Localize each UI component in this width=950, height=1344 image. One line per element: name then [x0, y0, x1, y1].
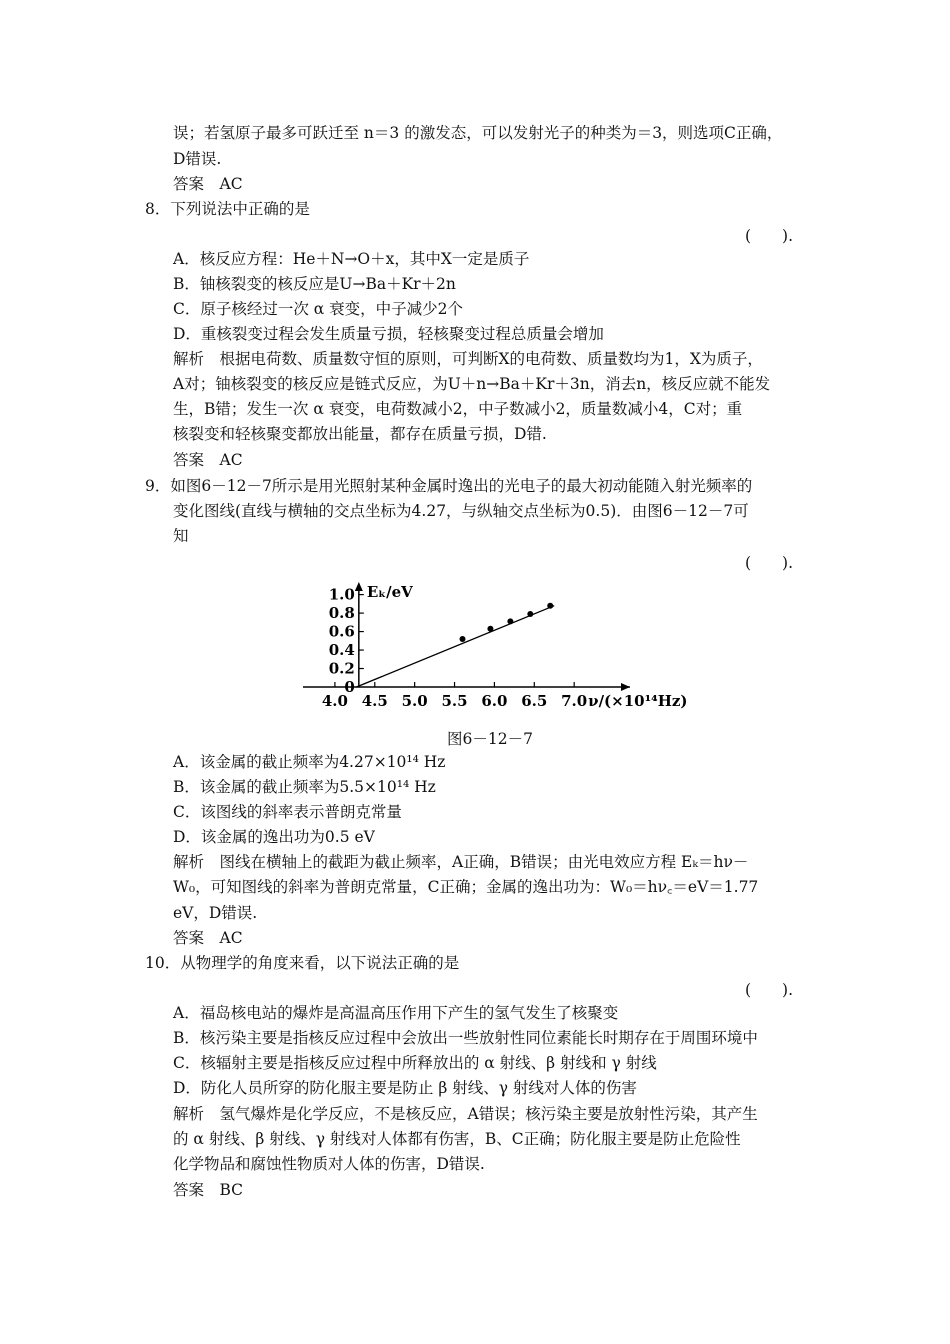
x-tick-label: 6.0	[481, 692, 508, 710]
y-tick-label: 0.2	[328, 659, 355, 678]
analysis-line: 生，B错；发生一次 α 衰变，电荷数减小2，中子数减小2，质量数减小4，C对；重	[173, 400, 743, 418]
data-point	[460, 636, 466, 642]
question-8-stem: 8．下列说法中正确的是	[145, 200, 310, 218]
y-tick-label: 0.4	[328, 641, 355, 660]
option-c: C．该图线的斜率表示普朗克常量	[173, 803, 402, 821]
option-a: A．福岛核电站的爆炸是高温高压作用下产生的氢气发生了核聚变	[173, 1004, 619, 1022]
answer-line: 答案 AC	[173, 451, 243, 469]
analysis-line: eV，D错误.	[173, 904, 258, 922]
analysis-line: 解析 氢气爆炸是化学反应，不是核反应，A错误；核污染主要是放射性污染，其产生	[173, 1105, 758, 1123]
y-axis-label: Eₖ/eV	[366, 583, 413, 601]
answer-line: 答案 BC	[173, 1181, 244, 1199]
option-a: A．该金属的截止频率为4.27×10¹⁴ Hz	[173, 753, 446, 771]
data-point	[547, 603, 553, 609]
option-b: B．铀核裂变的核反应是U→Ba＋Kr＋2n	[173, 275, 456, 293]
x-tick-label: 5.0	[401, 692, 428, 710]
analysis-line: 核裂变和轻核聚变都放出能量，都存在质量亏损，D错.	[173, 425, 547, 443]
x-tick-label: 4.0	[321, 692, 348, 710]
analysis-line: 的 α 射线、β 射线、γ 射线对人体都有伤害，B、C正确；防化服主要是防止危险性	[173, 1130, 741, 1148]
question-10-stem: 10．从物理学的角度来看，以下说法正确的是	[145, 954, 460, 972]
option-c: C．原子核经过一次 α 衰变，中子减少2个	[173, 300, 464, 318]
x-axis-label: ν/(×10¹⁴Hz)	[588, 692, 688, 710]
y-tick-label: 0	[344, 678, 355, 696]
option-d: D．该金属的逸出功为0.5 eV	[173, 828, 375, 846]
question-9-stem: 知	[173, 527, 189, 545]
analysis-line: A对；铀核裂变的核反应是链式反应，为U＋n→Ba＋Kr＋3n，消去n，核反应就不能发	[173, 375, 771, 393]
option-d: D．防化人员所穿的防化服主要是防止 β 射线、γ 射线对人体的伤害	[173, 1079, 637, 1097]
ek-frequency-chart	[0, 580, 950, 720]
chart-plot	[356, 603, 554, 687]
data-point	[487, 626, 493, 632]
answer-paren: ( ).	[745, 981, 794, 999]
y-tick-label: 0.8	[328, 604, 355, 623]
answer-paren: ( ).	[745, 554, 794, 572]
option-b: B．核污染主要是指核反应过程中会放出一些放射性同位素能长时期存在于周围环境中	[173, 1029, 758, 1047]
x-tick-label: 5.5	[441, 692, 468, 710]
question-9-stem: 9．如图6－12－7所示是用光照射某种金属时逸出的光电子的最大初动能随入射光频率的	[145, 477, 753, 495]
fit-line	[356, 606, 554, 687]
option-d: D．重核裂变过程会发生质量亏损，轻核聚变过程总质量会增加	[173, 325, 604, 343]
chart-labels	[322, 583, 688, 710]
option-a: A．核反应方程：He＋N→O＋x，其中X一定是质子	[173, 250, 530, 268]
y-axis-arrow	[355, 582, 363, 591]
data-point	[507, 618, 513, 624]
option-b: B．该金属的截止频率为5.5×10¹⁴ Hz	[173, 778, 436, 796]
x-tick-label: 6.5	[521, 692, 548, 710]
answer-line: 答案 AC	[173, 929, 243, 947]
y-tick-label: 1.0	[328, 585, 355, 604]
analysis-line: 化学物品和腐蚀性物质对人体的伤害，D错误.	[173, 1155, 485, 1173]
y-tick-label: 0.6	[328, 622, 355, 641]
x-axis-arrow	[621, 683, 630, 691]
chart-ticks	[335, 595, 574, 687]
answer-paren: ( ).	[745, 227, 794, 245]
analysis-line: 解析 图线在横轴上的截距为截止频率，A正确，B错误；由光电效应方程 Eₖ＝hν－	[173, 853, 749, 871]
text-line: D错误.	[173, 150, 222, 168]
answer-line: 答案 AC	[173, 175, 243, 193]
x-tick-label: 4.5	[361, 692, 388, 710]
option-c: C．核辐射主要是指核反应过程中所释放出的 α 射线、β 射线和 γ 射线	[173, 1054, 657, 1072]
figure-caption: 图6－12－7	[447, 730, 533, 748]
analysis-line: 解析 根据电荷数、质量数守恒的原则，可判断X的电荷数、质量数均为1，X为质子，	[173, 350, 763, 368]
x-tick-label: 7.0	[561, 692, 588, 710]
question-9-stem: 变化图线(直线与横轴的交点坐标为4.27，与纵轴交点坐标为0.5)．由图6－12－7可	[173, 502, 749, 520]
analysis-line: W₀，可知图线的斜率为普朗克常量，C正确；金属的逸出功为：W₀＝hν꜀＝eV＝1.77	[173, 878, 759, 896]
text-line: 误；若氢原子最多可跃迁至 n＝3 的激发态，可以发射光子的种类为＝3，则选项C正确，	[173, 124, 783, 142]
data-point	[527, 611, 533, 617]
